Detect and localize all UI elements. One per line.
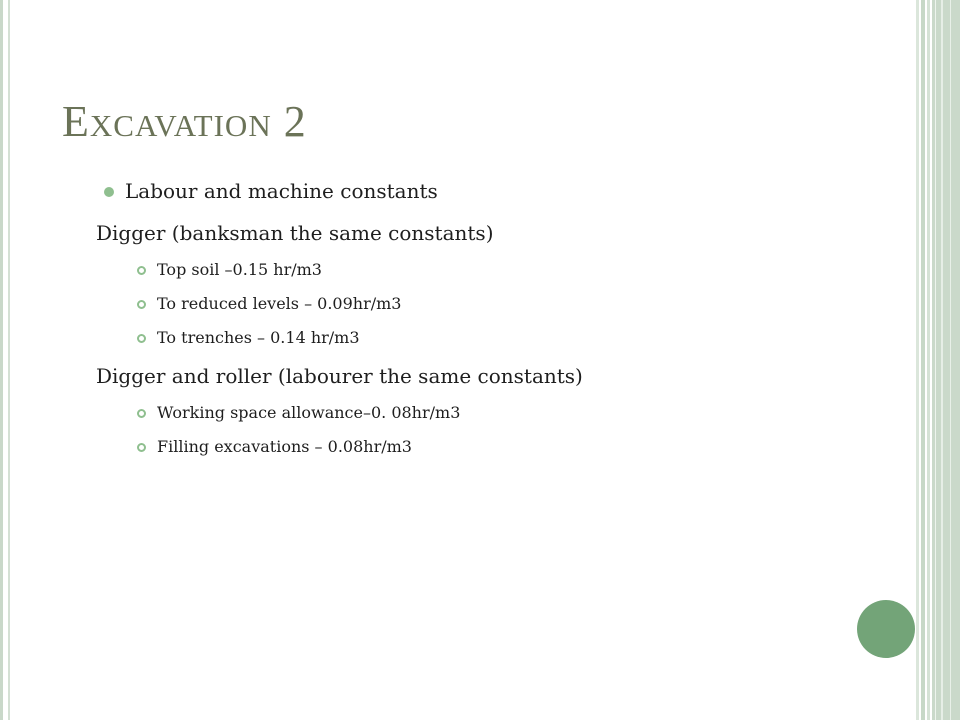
- list-item: Top soil –0.15 hr/m3: [157, 260, 322, 279]
- right-stripe-highlight: [950, 0, 951, 720]
- right-stripe: [927, 0, 930, 720]
- list-item: Working space allowance–0. 08hr/m3: [157, 403, 461, 422]
- list-item: To trenches – 0.14 hr/m3: [157, 328, 360, 347]
- group-heading: Digger and roller (labourer the same constants): [96, 364, 583, 388]
- group-heading: Digger (banksman the same constants): [96, 221, 494, 245]
- slide-title: Excavation 2: [62, 97, 307, 146]
- right-stripe: [921, 0, 925, 720]
- bullet-dot-icon: [104, 187, 114, 197]
- left-frame-line: [0, 0, 3, 720]
- right-stripe-band: [932, 0, 960, 720]
- bullet-ring-icon: [137, 266, 146, 275]
- decorative-circle: [857, 600, 915, 658]
- list-item: Filling excavations – 0.08hr/m3: [157, 437, 412, 456]
- right-stripe-highlight: [935, 0, 936, 720]
- list-item: To reduced levels – 0.09hr/m3: [157, 294, 402, 313]
- left-frame-line-inner: [8, 0, 10, 720]
- bullet-ring-icon: [137, 300, 146, 309]
- bullet-ring-icon: [137, 443, 146, 452]
- right-stripe: [916, 0, 919, 720]
- bullet-ring-icon: [137, 409, 146, 418]
- bullet-ring-icon: [137, 334, 146, 343]
- right-stripe-highlight: [941, 0, 943, 720]
- main-bullet-text: Labour and machine constants: [125, 179, 438, 203]
